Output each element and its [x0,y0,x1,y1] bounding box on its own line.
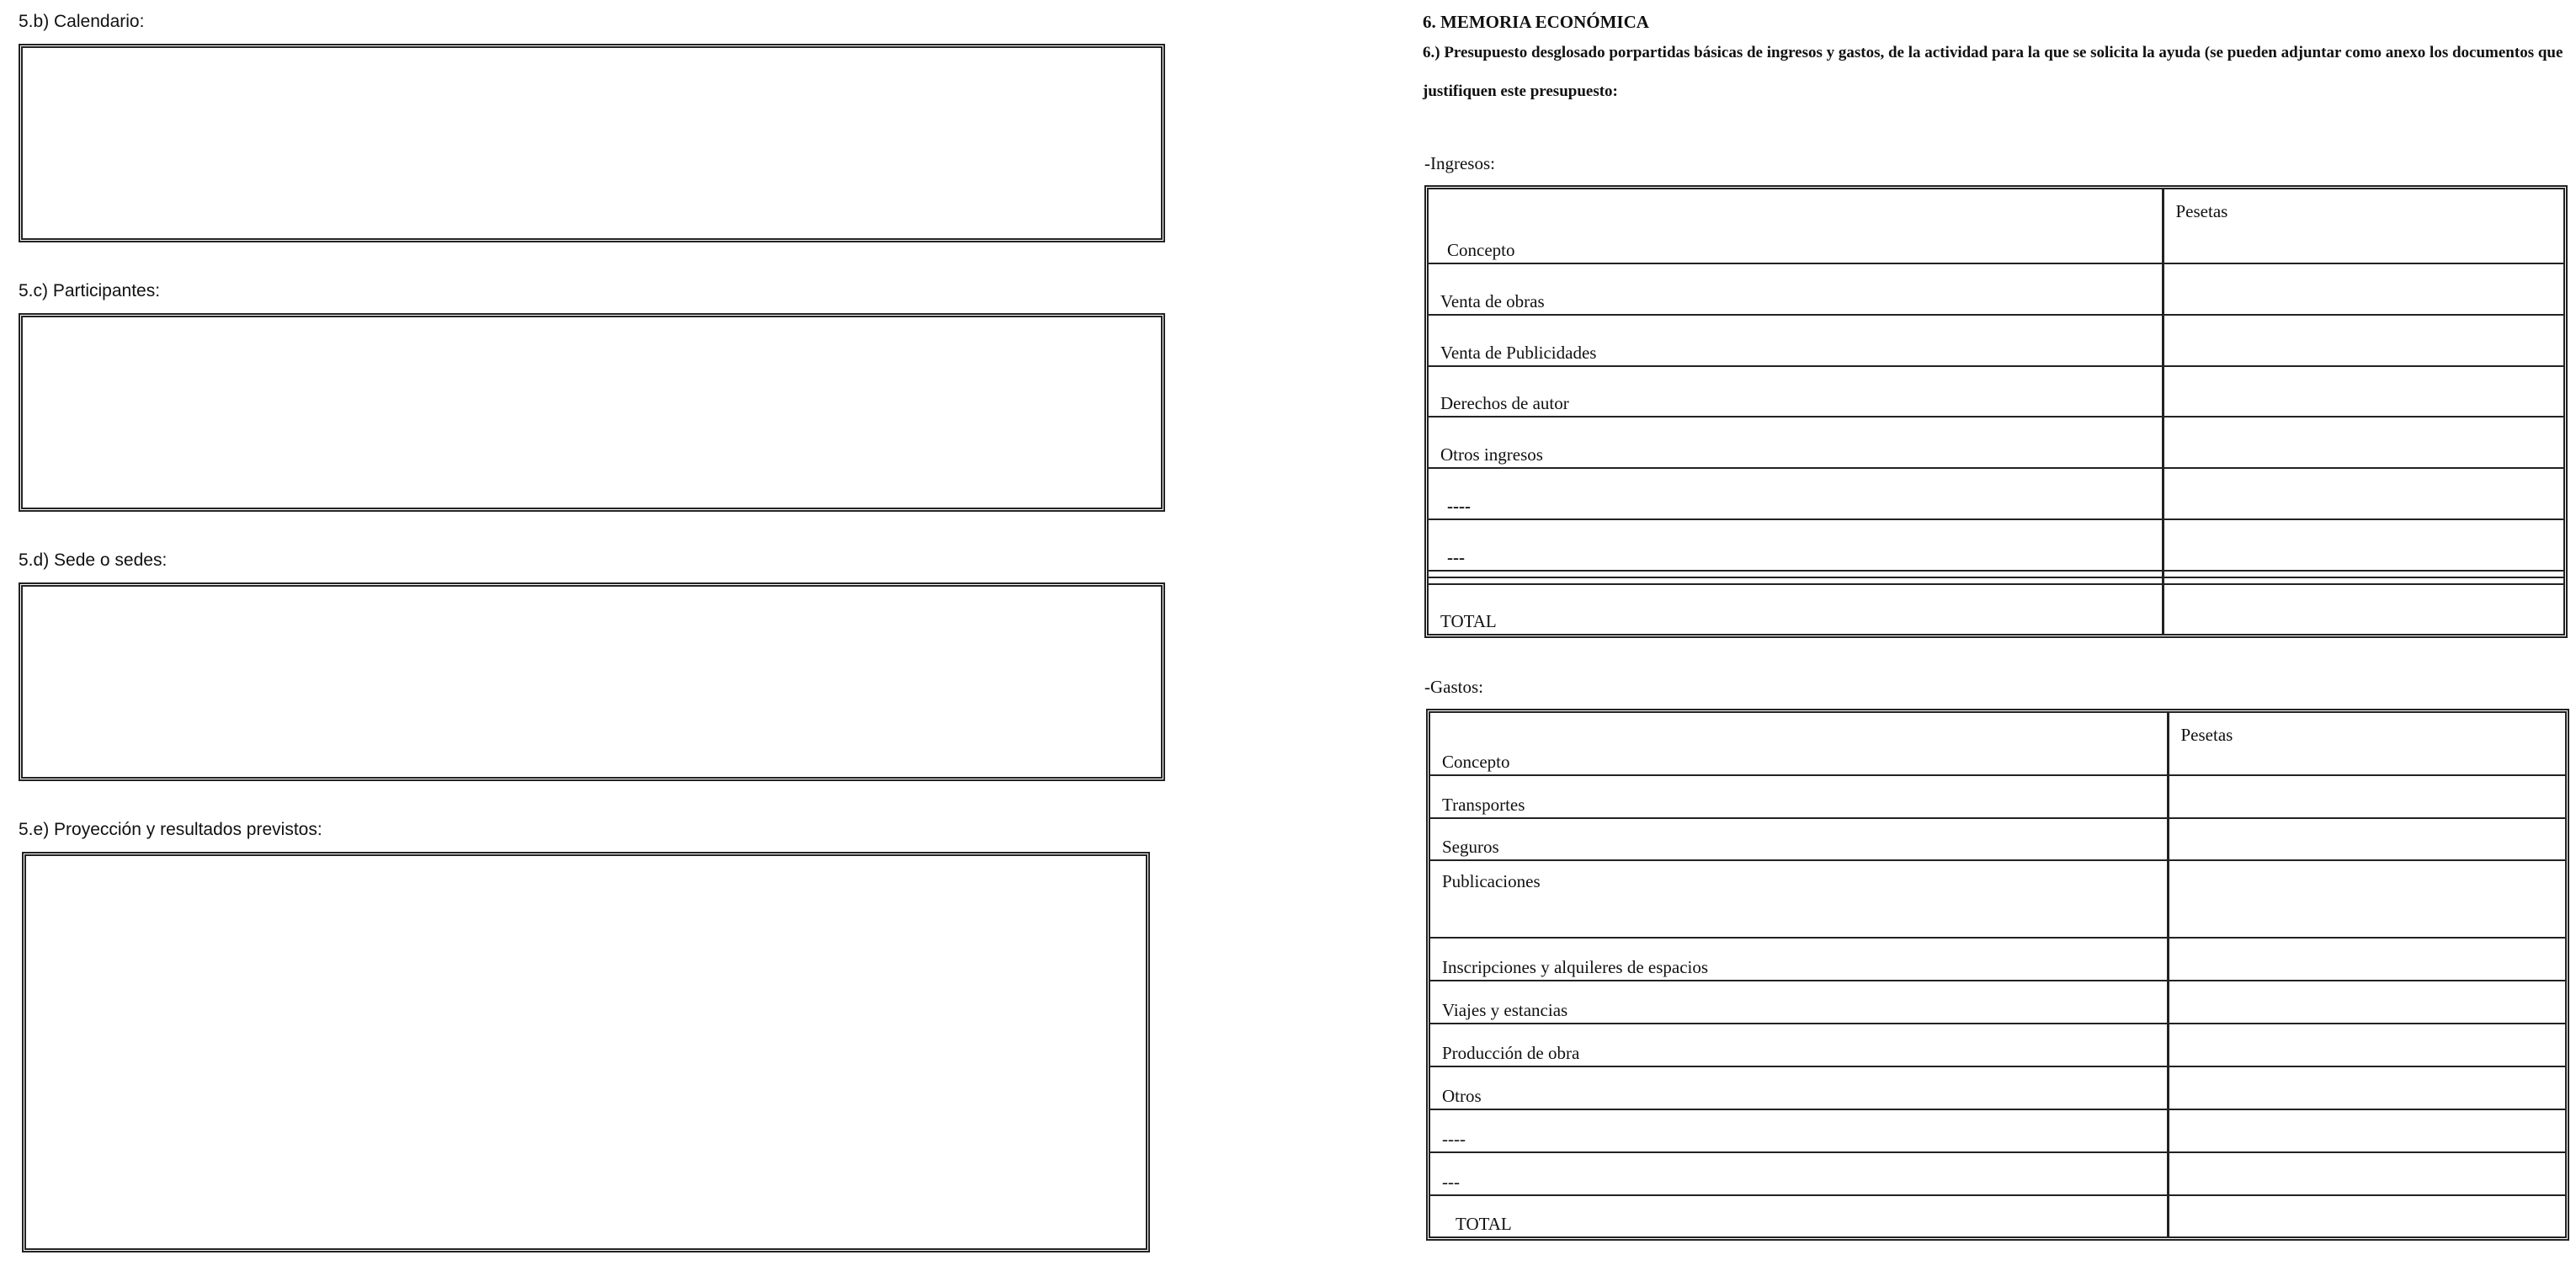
row-concepto: Venta de obras [1429,263,2163,315]
row-pesetas-input[interactable] [2168,860,2565,938]
row-concepto[interactable] [1429,571,2163,577]
table-row [1430,860,2565,938]
table-row [1430,818,2565,861]
gastos-label: -Gastos: [1424,677,1483,697]
row-concepto: Publicaciones [1430,860,2168,938]
row-pesetas-input[interactable] [2168,1109,2565,1152]
row-concepto: Inscripciones y alquileres de espacios [1430,938,2168,981]
row-pesetas-input[interactable] [2168,1066,2565,1109]
header-concepto: Concepto [1430,713,2168,775]
total-pesetas-input[interactable] [2163,584,2563,634]
sede-field[interactable] [19,582,1165,781]
row-pesetas-input[interactable] [2168,938,2565,981]
label-proyeccion: 5.e) Proyección y resultados previstos: [19,820,322,839]
row-pesetas-input[interactable] [2168,1152,2565,1195]
table-row [1430,1109,2565,1152]
total-label: TOTAL [1430,1195,2168,1236]
row-concepto[interactable]: --- [1429,519,2163,571]
row-concepto[interactable]: --- [1430,1152,2168,1195]
row-pesetas-input[interactable] [2168,775,2565,818]
section-description: 6.) Presupuesto desglosado porpartidas básicas de ingresos y gastos, de la actividad para la que se solicita la ayuda (se pueden adjuntar como anexo los documentos que justifiquen este presupuesto: [1423,44,2563,100]
table-row [1429,519,2563,571]
table-row [1430,775,2565,818]
table-row [1429,315,2563,366]
table-row [1430,938,2565,981]
row-pesetas-input[interactable] [2163,468,2563,519]
label-calendario: 5.b) Calendario: [19,12,145,31]
table-header-row [1430,713,2565,775]
total-label: TOTAL [1429,584,2163,634]
table-row [1430,1024,2565,1066]
participantes-field[interactable] [19,313,1165,512]
row-concepto: Venta de Publicidades [1429,315,2163,366]
table-row [1429,571,2563,577]
row-pesetas-input[interactable] [2163,366,2563,417]
header-pesetas: Pesetas [2163,189,2563,263]
proyeccion-field[interactable] [22,852,1150,1252]
row-concepto: Seguros [1430,818,2168,861]
total-row [1429,584,2563,634]
header-pesetas: Pesetas [2168,713,2565,775]
header-concepto: Concepto [1429,189,2163,263]
table-row [1429,366,2563,417]
row-pesetas-input[interactable] [2163,577,2563,584]
table-row [1429,263,2563,315]
row-pesetas-input[interactable] [2163,519,2563,571]
row-pesetas-input[interactable] [2168,818,2565,861]
row-concepto: Producción de obra [1430,1024,2168,1066]
row-concepto[interactable] [1429,577,2163,584]
row-concepto: Otros [1430,1066,2168,1109]
row-pesetas-input[interactable] [2163,571,2563,577]
row-concepto: Otros ingresos [1429,417,2163,468]
row-pesetas-input[interactable] [2163,263,2563,315]
section-title: 6. MEMORIA ECONÓMICA [1423,12,1649,32]
label-sede: 5.d) Sede o sedes: [19,550,168,570]
row-pesetas-input[interactable] [2168,981,2565,1024]
total-pesetas-input[interactable] [2168,1195,2565,1236]
ingresos-label: -Ingresos: [1424,153,1495,173]
row-concepto: Viajes y estancias [1430,981,2168,1024]
table-row [1429,577,2563,584]
table-row [1430,981,2565,1024]
table-row [1429,417,2563,468]
table-row [1430,1066,2565,1109]
row-pesetas-input[interactable] [2163,417,2563,468]
label-participantes: 5.c) Participantes: [19,281,161,300]
table-row [1429,468,2563,519]
gastos-table [1426,709,2569,1241]
table-header-row [1429,189,2563,263]
row-pesetas-input[interactable] [2163,315,2563,366]
row-concepto: Derechos de autor [1429,366,2163,417]
ingresos-table [1424,185,2568,638]
calendario-field[interactable] [19,44,1165,242]
row-concepto[interactable]: ---- [1429,468,2163,519]
table-row [1430,1152,2565,1195]
row-concepto: Transportes [1430,775,2168,818]
total-row [1430,1195,2565,1236]
row-pesetas-input[interactable] [2168,1024,2565,1066]
row-concepto[interactable]: ---- [1430,1109,2168,1152]
